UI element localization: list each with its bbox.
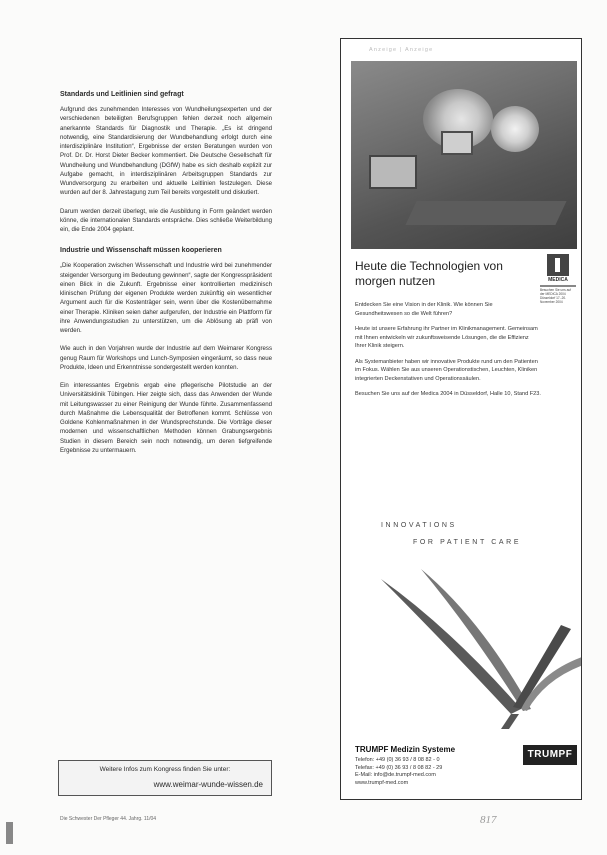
contact-website[interactable]: www.trumpf-med.com: [355, 779, 409, 786]
ad-paragraph: Besuchen Sie uns auf der Medica 2004 in Düsseldorf, Halle 10, Stand F23.: [355, 391, 541, 397]
contact-phone: Telefon: +49 (0) 36 93 / 8 08 82 - 0: [355, 757, 440, 763]
paragraph: „Die Kooperation zwischen Wissenschaft und Industrie wird bei zunehmender steigender Versorgung im Bedeutung gewinnen“, sagte der Kongresspräsident einen Blick in die Zukunft. Ergebnisse einer kontrollierten medizinisch klinischen Prüfung der eigenen Produkte werden zukünftig ein wesentlicher Argument auch für die Kostenträger sein, wenn über die Kostenübernahme einer Therapie. Kliniken seien daher aufgerufen, der Industrie ein Plattform für ihre Anwendungsstudien zu unterstützen, um die Ablösung ab präfl von werden.: [60, 262, 272, 334]
section-heading-industry: Industrie und Wissenschaft müssen kooperieren: [60, 247, 222, 255]
company-name: TRUMPF Medizin Systeme: [355, 745, 456, 754]
divider: [540, 285, 576, 287]
trumpf-logo: TRUMPF: [523, 745, 577, 765]
paragraph: Aufgrund des zunehmenden Interesses von Wundheilungsexperten und der verschiedenen beteiligten Berufsgruppen fehlen derzeit noch allgemein anerkannte Standards für Diagnostik und Therapie. „Es ist dringend notwendig, eine Standardisierung der Wundbehandlung erfolgt durch eine interdisziplinäre Institution“, Ergebnisse der ersten Beratungen wurden von Prof. Dr. Dr. Horst Dieter Becker kommentiert. Die Deutsche Gesellschaft für Wundheilung und Wundbehandlung (DGfW) habe es sich deshalb explizit zur Aufgabe gemacht, in interdisziplinären Arbeitsgruppen Standards zur Wundversorgung zu erarbeiten und aktuelle Leitlinien festzulegen. Diese wurden auf der 8. Jahrestagung zum Teil bereits vorgestellt und diskutiert.: [60, 106, 272, 197]
surgical-lamp-icon: [491, 106, 539, 152]
ad-paragraph: Entdecken Sie eine Vision in der Klinik. Wie können Sie Gesundheitswesen so die Welt führen?: [355, 302, 493, 317]
ad-paragraph: Als Systemanbieter haben wir innovative Produkte rund um den Patienten im Fokus. Wählen Sie aus unseren Operationstischen, Leuchten, Kliniken integrierten Deckenstativen und Operationssäulen.: [355, 358, 538, 382]
ad-paragraph: Heute ist unsere Erfahrung ihr Partner im Klinikmanagement. Gemeinsam mit Ihnen entwickeln wir zukunftsweisende Lösungen, die die Effizienz Ihrer Klinik steigern.: [355, 326, 538, 349]
ad-headline: Heute die Technologien von morgen nutzen: [355, 259, 503, 288]
ad-body: [355, 301, 541, 406]
medica-logo-icon: [547, 254, 569, 276]
article-column: [60, 90, 272, 464]
ad-topline: Anzeige | Anzeige: [369, 47, 434, 53]
operating-table-shape: [405, 201, 566, 225]
innovations-tagline: INNOVATIONS: [381, 522, 457, 529]
paragraph: Wie auch in den Vorjahren wurde der Industrie auf dem Weimarer Kongress genug Raum für Workshops und Lunch-Symposien eingeräumt, so dass neue Produkte, Ideen und Erkenntnisse sondergestellt werden konnten.: [60, 345, 272, 371]
page-number: 817: [480, 814, 497, 826]
paragraph: Ein interessantes Ergebnis ergab eine pflegerische Pilotstudie an der Universitätsklinik Tübingen. Hier zeigte sich, dass das Anwenden der Wunde mit Leitungswasser zu einer Reinigung der Wunde führte. Zusammenfassend durch Maßnahme die Lebensqualität der Betroffenen kommt. Schlüsse von Goldene Kohlenmaßnahmen in der Wundsprechstunde. Die Vorträge dieser modernen und wissenschaftlichen Methoden können Grabungsergebnis Studien in diesem Bereich sein noch notwendig, um deren tiefgreifende Ergebnisse zu untermauern.: [60, 382, 272, 454]
monitor-icon: [369, 155, 417, 189]
company-contact: [355, 745, 515, 787]
contact-fax: Telefax: +49 (0) 36 93 / 8 08 82 - 29: [355, 764, 443, 771]
operating-room-photo: [351, 61, 577, 249]
info-box-text: Weitere Infos zum Kongress finden Sie unter:: [99, 766, 231, 773]
section-heading-standards: Standards und Leitlinien sind gefragt: [60, 91, 184, 98]
congress-info-box: [58, 760, 272, 796]
monitor-icon: [441, 131, 473, 155]
medica-sub: Besuchen Sie uns auf der MEDICA 2004 Düsseldorf 17.-20. November 2004: [540, 288, 572, 304]
medica-name: MEDICA: [548, 277, 568, 283]
bird-of-paradise-flower-icon: [361, 559, 581, 729]
patient-care-tagline: FOR PATIENT CARE: [413, 539, 522, 546]
info-box-url[interactable]: www.weimar-wunde-wissen.de: [153, 780, 263, 789]
footer-journal: Die Schwester Der Pfleger 44. Jahrg. 11/04: [60, 816, 157, 822]
edge-marker: [6, 822, 13, 844]
contact-email[interactable]: E-Mail: info@de.trumpf-med.com: [355, 772, 436, 778]
advertisement: [340, 38, 582, 800]
medica-badge: [540, 254, 576, 306]
paragraph: Darum werden derzeit überlegt, wie die Ausbildung in Form geändert werden könne, die internationalen Standards entspräche. Dies schließe Weiterbildung ein, die Ende 2004 geplant.: [60, 207, 272, 233]
